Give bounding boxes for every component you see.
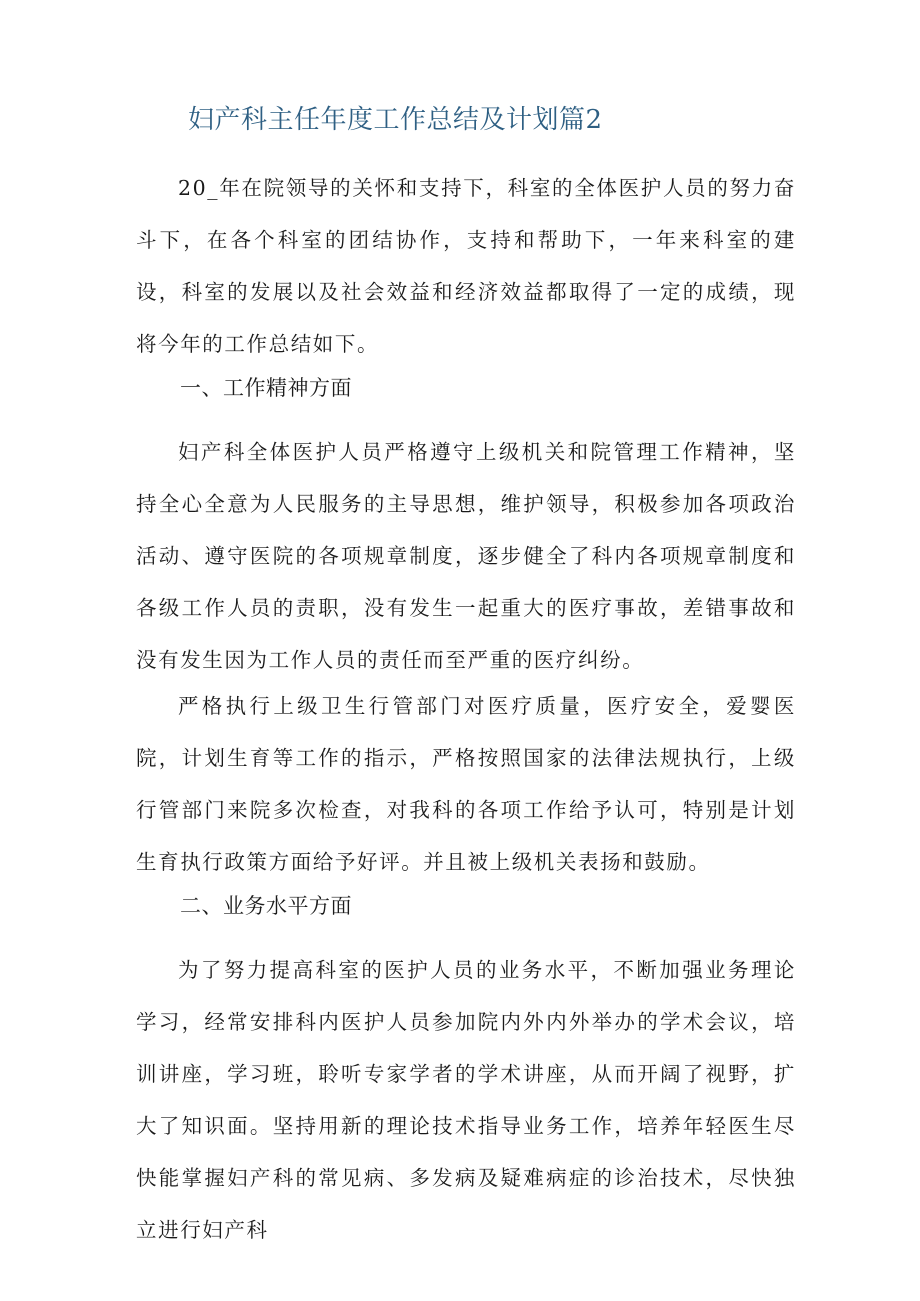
section-heading-work-spirit: 一、工作精神方面 [180,376,352,400]
work-spirit-paragraph-2: 严格执行上级卫生行管部门对医疗质量，医疗安全，爱婴医院，计划生育等工作的指示，严格按照国家的法律法规执行，上级行管部门来院多次检查，对我科的各项工作给予认可，特别是计划生育执行政策方面给予好评。并且被上级机关表扬和鼓励。 [136,694,796,874]
work-spirit-paragraph-1: 妇产科全体医护人员严格遵守上级机关和院管理工作精神，坚持全心全意为人民服务的主导思想，维护领导，积极参加各项政治活动、遵守医院的各项规章制度，逐步健全了科内各项规章制度和各级工作人员的责职，没有发生一起重大的医疗事故，差错事故和没有发生因为工作人员的责任而至严重的医疗纠纷。 [136,440,796,672]
intro-paragraph: 20_年在院领导的关怀和支持下，科室的全体医护人员的努力奋斗下，在各个科室的团结协作，支持和帮助下，一年来科室的建设，科室的发展以及社会效益和经济效益都取得了一定的成绩，现将今年的工作总结如下。 [136,176,796,356]
business-level-paragraph-1: 为了努力提高科室的医护人员的业务水平，不断加强业务理论学习，经常安排科内医护人员参加院内外内外举办的学术会议，培训讲座，学习班，聆听专家学者的学术讲座，从而开阔了视野，扩大了知识面。坚持用新的理论技术指导业务工作，培养年轻医生尽快能掌握妇产科的常见病、多发病及疑难病症的诊治技术，尽快独立进行妇产科 [136,958,796,1242]
document-title: 妇产科主任年度工作总结及计划篇2 [188,105,603,135]
section-heading-business-level: 二、业务水平方面 [180,894,352,918]
